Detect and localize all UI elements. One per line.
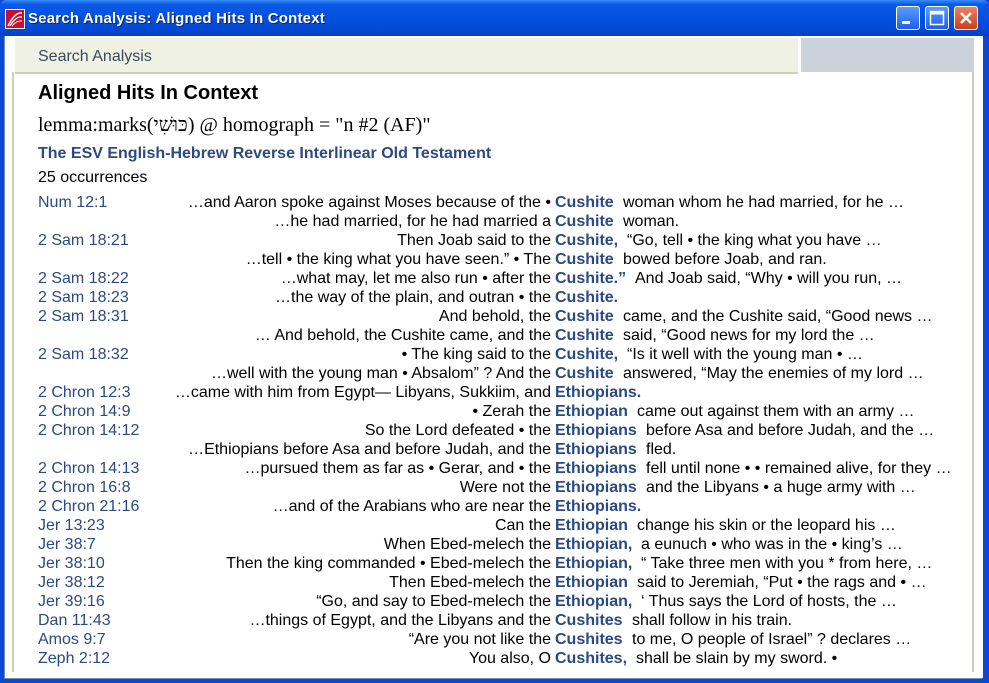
verse-reference-link[interactable]: Jer 39:16 [38,593,105,610]
right-context: woman. [623,213,680,230]
result-row [38,498,978,517]
left-context: Can the [494,517,551,534]
right-context: “ Take three men with you * from here, … [641,555,933,572]
left-context: …things of Egypt, and the Libyans and the [249,612,551,629]
hit-word[interactable]: Ethiopian, [555,536,633,553]
right-context: said, “Good news for my lord the … [623,327,875,344]
left-context: Then the king commanded • Ebed-melech the [226,555,551,572]
hit-word[interactable]: Cushites, [555,650,628,667]
verse-reference-link[interactable]: 2 Chron 21:16 [38,498,140,515]
hit-word[interactable]: Ethiopians. [555,384,642,401]
left-context: And behold, the [438,308,551,325]
hit-word[interactable]: Ethiopians [555,479,637,496]
occurrence-count: 25 occurrences [38,169,148,186]
verse-reference-link[interactable]: Dan 11:43 [38,612,111,629]
right-context: a eunuch • who was in the • king’s … [641,536,903,553]
result-row [38,422,978,441]
hit-word[interactable]: Cushites [555,631,623,648]
hit-word[interactable]: Cushites [555,612,623,629]
verse-reference-link[interactable]: 2 Sam 18:32 [38,346,129,363]
result-row [38,384,978,403]
result-row [38,555,978,574]
left-context: Then Ebed-melech the [389,574,551,591]
verse-reference-link[interactable]: 2 Chron 12:3 [38,384,131,401]
section-header [15,38,798,74]
left-context: …and Aaron spoke against Moses because of the • [187,194,551,211]
hit-word[interactable]: Cushite [555,365,614,382]
window-bottom-edge [4,678,982,679]
left-context: …pursued them as far as • Gerar, and • the [244,460,551,477]
window-title: Search Analysis: Aligned Hits In Context [28,10,325,27]
verse-reference-link[interactable]: 2 Sam 18:22 [38,270,129,287]
right-context: and the Libyans • a huge army with … [646,479,916,496]
result-row [38,612,978,631]
left-context: …and of the Arabians who are near the [272,498,551,515]
left-context: … And behold, the Cushite came, and the [254,327,551,344]
hit-word[interactable]: Cushite, [555,232,619,249]
hit-word[interactable]: Cushite [555,327,614,344]
result-row [38,536,978,555]
left-context: “Are you not like the [408,631,551,648]
right-context: fell until none • • remained alive, for they … [646,460,952,477]
right-context: answered, “May the enemies of my lord … [623,365,924,382]
verse-reference-link[interactable]: Zeph 2:12 [38,650,111,667]
right-context: before Asa and before Judah, and the … [646,422,935,439]
hit-word[interactable]: Ethiopian [555,403,628,420]
hit-word[interactable]: Ethiopian [555,574,628,591]
right-context: change his skin or the leopard his … [637,517,896,534]
left-context: …the way of the plain, and outran • the [275,289,551,306]
left-context: You also, O [468,650,551,667]
right-context: came, and the Cushite said, “Good news … [623,308,933,325]
left-context: So the Lord defeated • the [364,422,551,439]
results-list [38,194,978,669]
verse-reference-link[interactable]: 2 Sam 18:21 [38,232,129,249]
hit-word[interactable]: Ethiopians [555,441,637,458]
hit-word[interactable]: Cushite [555,213,614,230]
result-row [38,650,978,669]
right-context: “Go, tell • the king what you have … [627,232,882,249]
maximize-button[interactable] [925,6,949,30]
result-row [38,574,978,593]
result-row [38,593,978,612]
minimize-icon [897,7,919,29]
header-panel-right [801,38,974,72]
verse-reference-link[interactable]: Amos 9:7 [38,631,106,648]
right-context: shall be slain by my sword. • [636,650,838,667]
left-context: …well with the young man • Absalom” ? And the [210,365,551,382]
verse-reference-link[interactable]: 2 Sam 18:31 [38,308,129,325]
verse-reference-link[interactable]: 2 Chron 14:12 [38,422,140,439]
verse-reference-link[interactable]: 2 Chron 16:8 [38,479,131,496]
right-context: bowed before Joab, and ran. [623,251,827,268]
verse-reference-link[interactable]: Num 12:1 [38,194,108,211]
result-row [38,213,978,232]
right-context: to me, O people of Israel” ? declares … [632,631,912,648]
hit-word[interactable]: Ethiopian [555,517,628,534]
right-context: fled. [646,441,677,458]
result-row [38,308,978,327]
close-button[interactable] [954,6,978,30]
search-query: lemma:marks(כּוּשִׁי) @ homograph = "n #2 (AF)" [38,114,431,136]
right-context: came out against them with an army … [637,403,915,420]
verse-reference-link[interactable]: 2 Chron 14:13 [38,460,140,477]
result-row [38,403,978,422]
result-row [38,232,978,251]
verse-reference-link[interactable]: Jer 38:12 [38,574,105,591]
hit-word[interactable]: Ethiopian, [555,555,633,572]
hit-word[interactable]: Ethiopians [555,422,637,439]
page-title: Aligned Hits In Context [38,82,258,104]
result-row [38,346,978,365]
hit-word[interactable]: Cushite, [555,346,619,363]
verse-reference-link[interactable]: Jer 38:7 [38,536,96,553]
left-context: Were not the [459,479,551,496]
content-area [4,36,983,678]
left-context: …came with him from Egypt— Libyans, Sukkiim, and [174,384,551,401]
result-row [38,251,978,270]
result-row [38,327,978,346]
left-border [12,72,14,672]
result-row [38,441,978,460]
hit-word[interactable]: Ethiopians [555,460,637,477]
hit-word[interactable]: Cushite [555,251,614,268]
title-bar[interactable] [0,0,989,36]
app-logo-icon [5,9,25,29]
hit-word[interactable]: Ethiopian, [555,593,633,610]
right-context: And Joab said, “Why • will you run, … [635,270,903,287]
right-context: shall follow in his train. [632,612,793,629]
hit-word[interactable]: Cushite [555,194,614,211]
result-row [38,270,978,289]
left-context: • The king said to the [401,346,551,363]
result-row [38,479,978,498]
left-context: “Go, and say to Ebed-melech the [316,593,551,610]
result-row [38,460,978,479]
result-row [38,517,978,536]
hit-word[interactable]: Ethiopians. [555,498,642,515]
minimize-button[interactable] [896,6,920,30]
verse-reference-link[interactable]: Jer 38:10 [38,555,105,572]
close-icon [955,7,977,29]
right-context: woman whom he had married, for he … [623,194,905,211]
result-row [38,289,978,308]
verse-reference-link[interactable]: 2 Chron 14:9 [38,403,131,420]
verse-reference-link[interactable]: 2 Sam 18:23 [38,289,129,306]
left-context: …he had married, for he had married a [274,213,551,230]
left-context: …Ethiopians before Asa and before Judah, and the [188,441,551,458]
left-context: When Ebed-melech the [383,536,551,553]
maximize-icon [926,7,948,29]
verse-reference-link[interactable]: Jer 13:23 [38,517,105,534]
left-context: …tell • the king what you have seen.” • The [245,251,551,268]
result-row [38,194,978,213]
right-context: said to Jeremiah, “Put • the rags and • … [637,574,927,591]
hit-word[interactable]: Cushite.” [555,270,627,287]
left-context: …what may, let me also run • after the [280,270,551,287]
result-row [38,365,978,384]
left-context: Then Joab said to the [397,232,551,249]
right-context: ‘ Thus says the Lord of hosts, the … [641,593,897,610]
hit-word[interactable]: Cushite. [555,289,619,306]
right-context: “Is it well with the young man • … [627,346,863,363]
left-context: • Zerah the [472,403,551,420]
hit-word[interactable]: Cushite [555,308,614,325]
result-row [38,631,978,650]
resource-link[interactable]: The ESV English-Hebrew Reverse Interlinear Old Testament [38,145,492,162]
section-title: Search Analysis [38,48,152,65]
